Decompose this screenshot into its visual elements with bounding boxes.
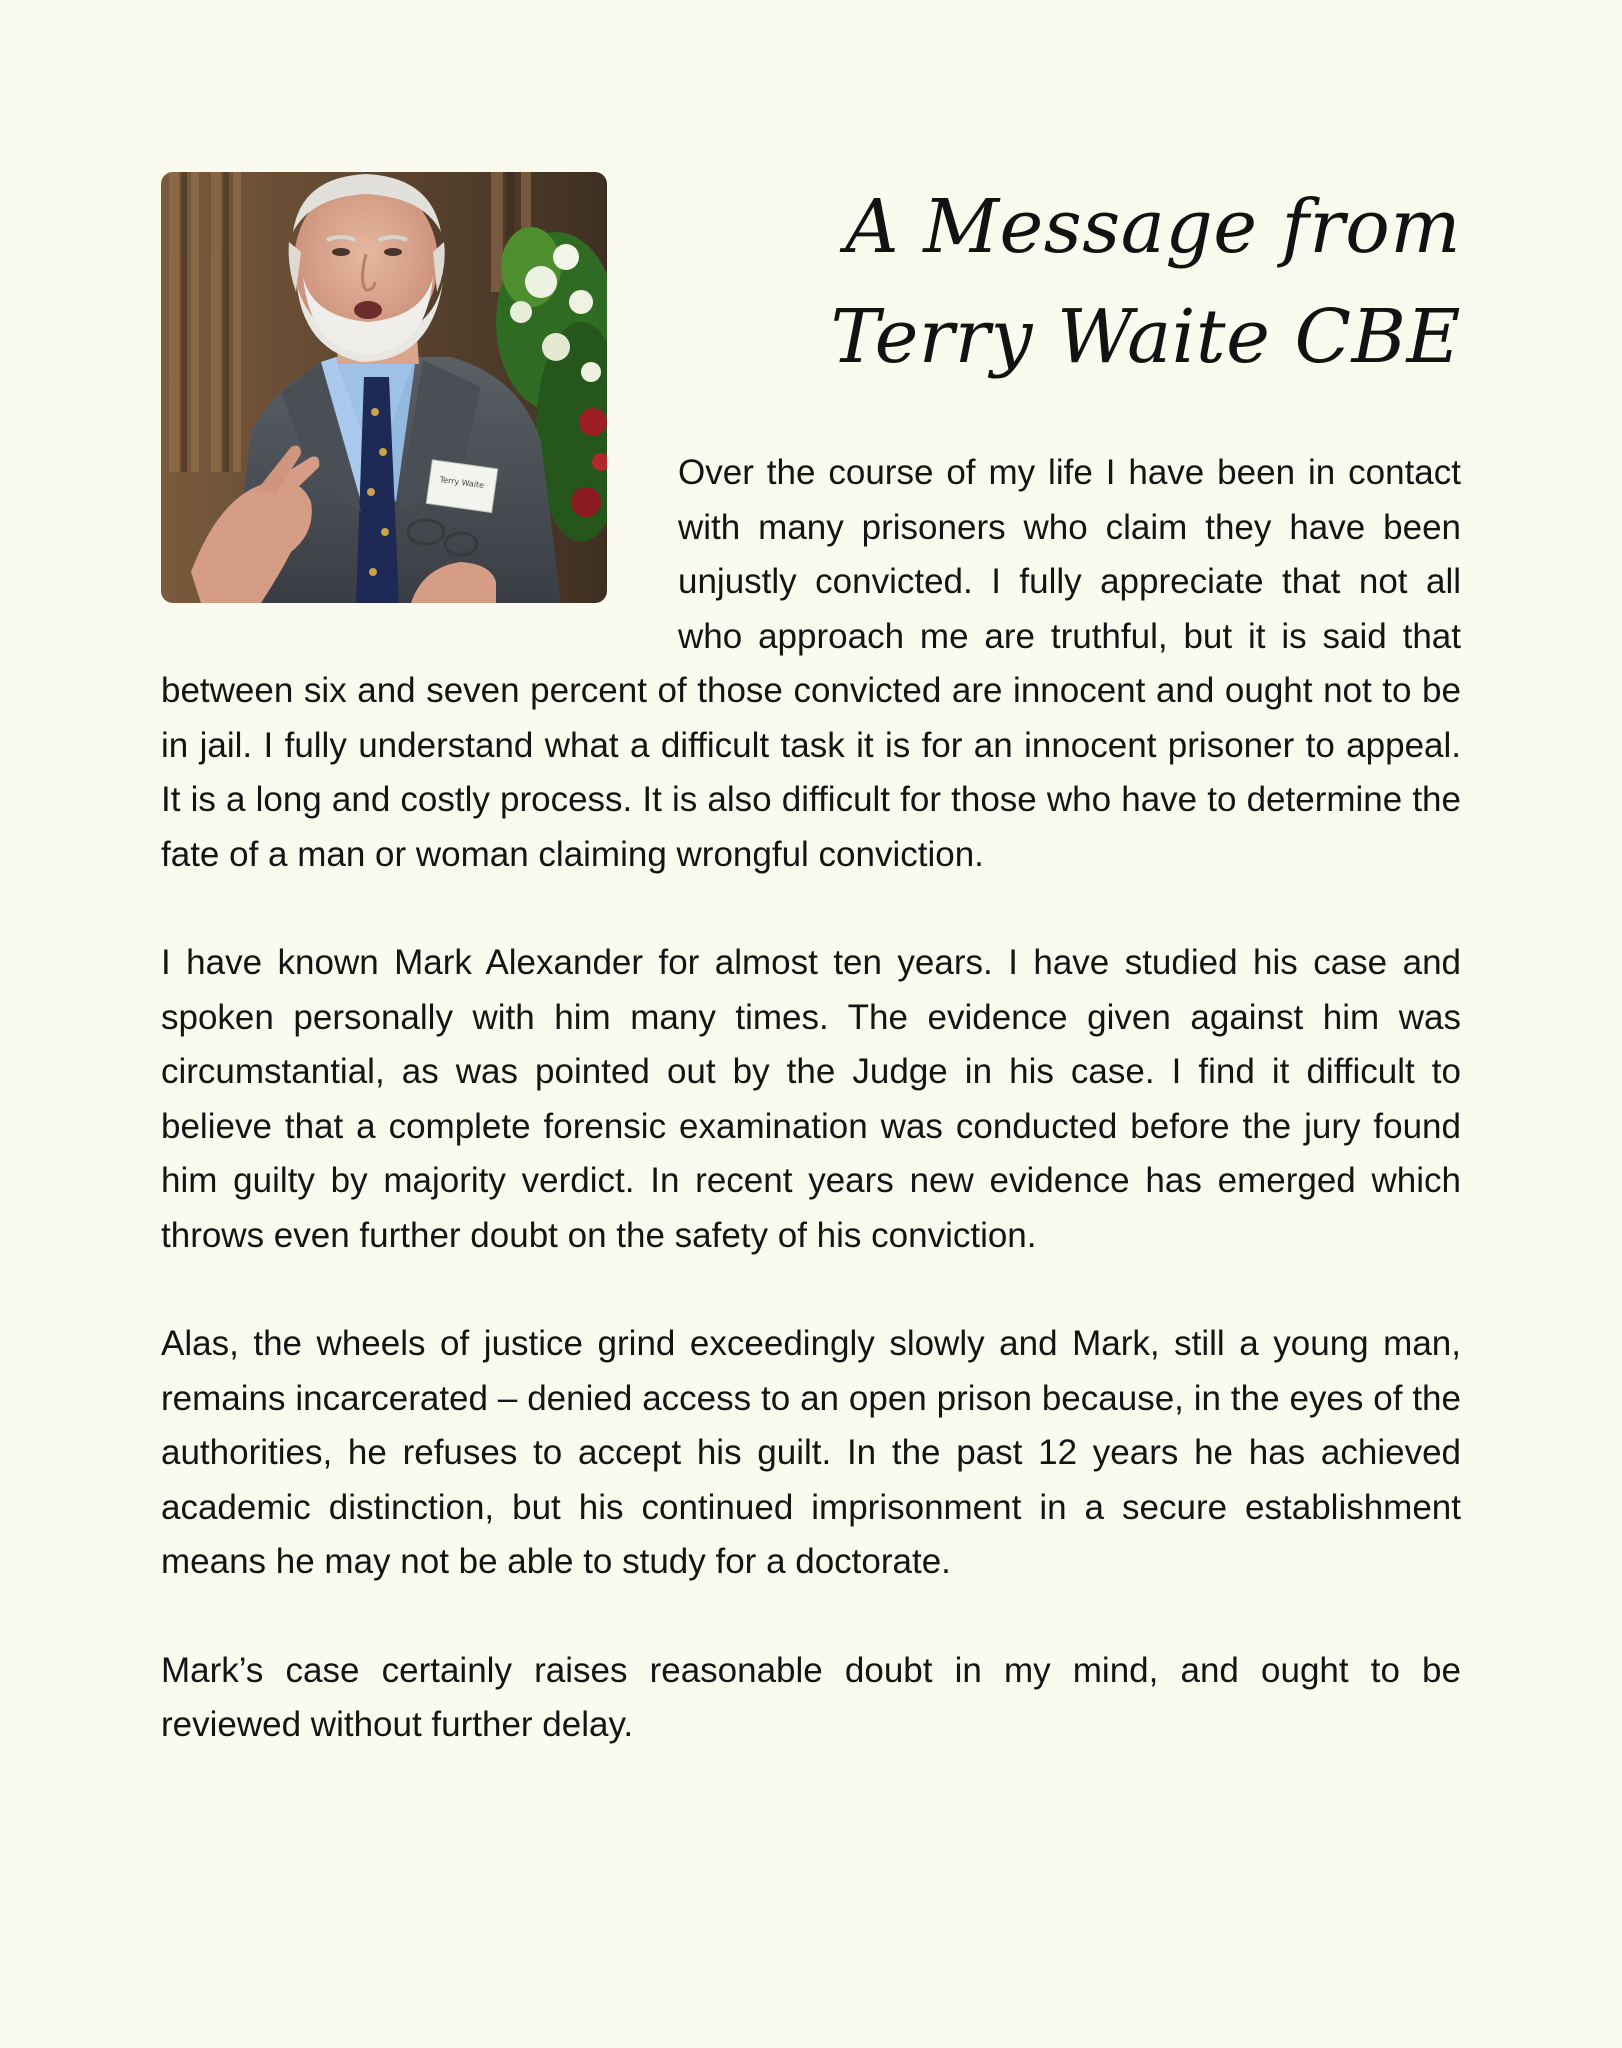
title-line-1: A Message from [845, 184, 1461, 270]
paragraph-3: Alas, the wheels of justice grind exceedingly slowly and Mark, still a young man, remains incarcerated – denied access to an open prison because, in the eyes of the authorities, he refuses to accept his guilt. In the past 12 years he has achieved academic distinction, but his continued imprisonment in a secure establishment means he may not be able to study for a doctorate. [161, 1324, 1461, 1581]
paragraph-4: Mark’s case certainly raises reasonable doubt in my mind, and ought to be reviewed without further delay. [161, 1650, 1461, 1744]
badge-text: Terry Waite [439, 475, 485, 491]
paragraph-1: Over the course of my life I have been in contact with many prisoners who claim they have been unjustly convicted. I fully appreciate that not all who approach me are truthful, but it is said that between six and seven percent of those convicted are innocent and ought not to be in jail. I fully understand what a difficult task it is for an innocent prisoner to appeal. It is a long and costly process. It is also difficult for those who have to determine the fate of a man or woman claiming wrongful conviction. [161, 453, 1461, 874]
letter-body [161, 446, 1461, 1807]
photo-wrap-spacer [161, 446, 678, 664]
page-title [701, 172, 1461, 392]
title-line-2: Terry Waite CBE [830, 294, 1461, 380]
paragraph-2: I have known Mark Alexander for almost ten years. I have studied his case and spoken personally with him many times. The evidence given against him was circumstantial, as was pointed out by the Judge in his case. I find it difficult to believe that a complete forensic examination was conducted before the jury found him guilty by majority verdict. In recent years new evidence has emerged which throws even further doubt on the safety of his conviction. [161, 943, 1461, 1255]
